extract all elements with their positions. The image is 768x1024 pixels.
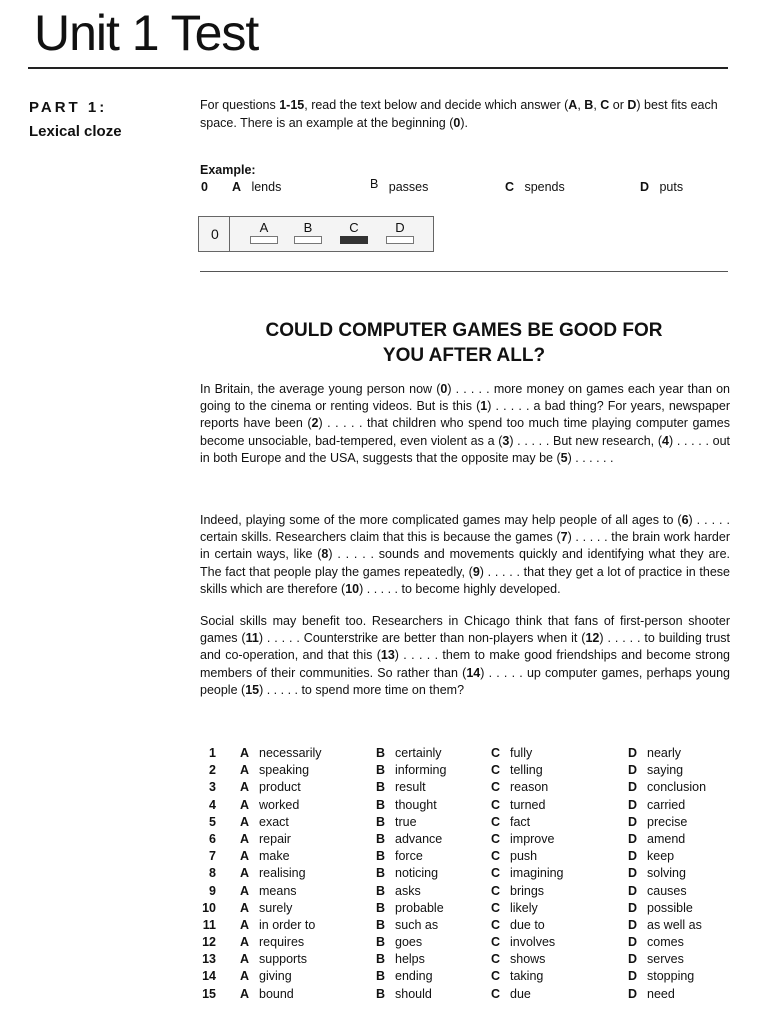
option-letter-a: A xyxy=(240,866,250,881)
option-letter-d: D xyxy=(628,797,638,812)
question-number: 1 xyxy=(209,746,216,760)
question-row xyxy=(200,763,730,780)
option-a[interactable]: supports xyxy=(259,952,307,967)
option-letter-b: B xyxy=(376,797,386,812)
option-letter-c: C xyxy=(491,780,501,795)
option-b[interactable]: thought xyxy=(395,797,437,812)
option-letter-d: D xyxy=(628,917,638,932)
option-c[interactable]: shows xyxy=(510,952,546,967)
option-letter-d: D xyxy=(628,746,638,760)
question-number: 12 xyxy=(202,935,216,950)
option-letter-c: C xyxy=(491,986,501,1001)
option-letter-c: C xyxy=(491,831,501,846)
option-b[interactable]: true xyxy=(395,814,417,829)
option-b[interactable]: ending xyxy=(395,969,433,984)
option-c[interactable]: due to xyxy=(510,917,545,932)
option-letter-c: C xyxy=(491,814,501,829)
answer-option-c[interactable]: C xyxy=(339,220,369,244)
option-letter-a: A xyxy=(240,746,250,760)
question-row xyxy=(200,866,730,883)
option-b[interactable]: informing xyxy=(395,763,447,778)
option-b[interactable]: such as xyxy=(395,917,439,932)
question-row xyxy=(200,849,730,866)
answer-option-b[interactable]: B xyxy=(293,220,323,244)
answer-option-a[interactable]: A xyxy=(249,220,279,244)
option-letter-c: C xyxy=(491,935,501,950)
option-letter-a: A xyxy=(240,969,250,984)
option-d[interactable]: need xyxy=(647,986,675,1001)
option-a[interactable]: make xyxy=(259,849,290,864)
option-d[interactable]: comes xyxy=(647,935,684,950)
option-letter-c: C xyxy=(491,969,501,984)
option-letter-d: D xyxy=(628,763,638,778)
question-row xyxy=(200,746,730,763)
option-letter-b: B xyxy=(376,917,386,932)
part-heading xyxy=(29,96,122,144)
question-row xyxy=(200,987,730,1004)
section-divider xyxy=(200,271,728,272)
option-a[interactable]: surely xyxy=(259,900,293,915)
option-letter-b: B xyxy=(376,814,386,829)
option-a[interactable]: repair xyxy=(259,831,291,846)
option-letter-c: C xyxy=(491,797,501,812)
question-number: 14 xyxy=(202,969,216,984)
example-option-b: B passes xyxy=(370,177,429,194)
option-letter-a: A xyxy=(240,917,250,932)
article-paragraph-2: Indeed, playing some of the more complicated games may help people of all ages to (6) . . . . . certain skills. Researchers claim that this is because the games (7) . . . . . the brain work harder in certain ways, like (8) . . . . . sounds and movements quickly and identifying what they are. The fact that people play the games repeatedly, (9) . . . . . that they get a lot of practice in these skills which are therefore (10) . . . . . to become highly developed. xyxy=(200,513,731,596)
option-letter-b: B xyxy=(376,763,386,778)
option-d[interactable]: possible xyxy=(647,900,693,915)
option-b[interactable]: should xyxy=(395,986,432,1001)
option-letter-a: A xyxy=(240,883,250,898)
option-letter-c: C xyxy=(491,883,501,898)
option-letter-a: A xyxy=(240,849,250,864)
option-letter-b: B xyxy=(376,986,386,1001)
option-a[interactable]: requires xyxy=(259,935,305,950)
option-d[interactable]: precise xyxy=(647,814,688,829)
option-letter-b: B xyxy=(376,952,386,967)
option-c[interactable]: reason xyxy=(510,780,549,795)
option-letter-c: C xyxy=(491,917,501,932)
option-a[interactable]: giving xyxy=(259,969,292,984)
option-letter-d: D xyxy=(628,969,638,984)
option-letter-a: A xyxy=(240,900,250,915)
option-a[interactable]: necessarily xyxy=(259,746,322,760)
option-letter-c: C xyxy=(491,952,501,967)
option-d[interactable]: conclusion xyxy=(647,780,707,795)
question-number: 7 xyxy=(209,849,216,864)
option-d[interactable]: carried xyxy=(647,797,686,812)
option-letter-b: B xyxy=(376,746,386,760)
question-row xyxy=(200,884,730,901)
article-paragraph-1: In Britain, the average young person now (0) . . . . . more money on games each year than on going to the cinema or renting videos. But is this (1) . . . . . a bad thing? For years, newspaper reports have been (2) . . . . . that children who spend too much time playing computer games become unsociable, bad-tempered, even violent as a (3) . . . . . But new research, (4) . . . . . out in both Europe and the USA, suggests that the opposite may be (5) . . . . . . xyxy=(200,382,731,465)
option-c[interactable]: brings xyxy=(510,883,545,898)
answer-bubble-a[interactable] xyxy=(250,236,278,244)
answer-box-divider xyxy=(229,217,230,251)
option-b[interactable]: certainly xyxy=(395,746,442,760)
question-number: 4 xyxy=(209,797,216,812)
option-b[interactable]: probable xyxy=(395,900,444,915)
option-letter-a: A xyxy=(240,780,250,795)
question-number: 13 xyxy=(202,952,216,967)
option-c[interactable]: taking xyxy=(510,969,544,984)
example-option-a: A lends xyxy=(232,180,282,194)
question-number: 8 xyxy=(209,866,216,881)
option-letter-d: D xyxy=(628,900,638,915)
option-letter-b: B xyxy=(376,969,386,984)
option-a[interactable]: bound xyxy=(259,986,294,1001)
option-c[interactable]: likely xyxy=(510,900,538,915)
option-letter-d: D xyxy=(628,935,638,950)
question-row xyxy=(200,798,730,815)
option-letter-b: B xyxy=(376,883,386,898)
option-c[interactable]: turned xyxy=(510,797,546,812)
option-letter-a: A xyxy=(240,952,250,967)
option-b[interactable]: asks xyxy=(395,883,421,898)
answer-bubble-d[interactable] xyxy=(386,236,414,244)
option-d[interactable]: as well as xyxy=(647,917,702,932)
option-d[interactable]: saying xyxy=(647,763,684,778)
question-number: 6 xyxy=(209,831,216,846)
option-letter-b: B xyxy=(376,900,386,915)
question-number: 10 xyxy=(202,900,216,915)
option-letter-c: C xyxy=(491,900,501,915)
example-number: 0 xyxy=(201,180,208,194)
option-letter-d: D xyxy=(628,831,638,846)
part-name: Lexical cloze xyxy=(29,123,122,140)
answer-option-d[interactable]: D xyxy=(385,220,415,244)
answer-bubble-b[interactable] xyxy=(294,236,322,244)
option-b[interactable]: noticing xyxy=(395,866,439,881)
option-letter-c: C xyxy=(491,849,501,864)
question-row xyxy=(200,815,730,832)
example-option-d: D puts xyxy=(640,180,684,194)
answer-box-number: 0 xyxy=(211,226,219,242)
option-a[interactable]: in order to xyxy=(259,917,316,932)
title-divider xyxy=(28,67,728,69)
option-d[interactable]: solving xyxy=(647,866,686,881)
option-c[interactable]: imagining xyxy=(510,866,564,881)
part-label: PART 1: xyxy=(29,99,108,116)
question-number: 2 xyxy=(209,763,216,778)
example-heading: Example: xyxy=(200,163,256,177)
question-number: 3 xyxy=(209,780,216,795)
example-option-c: C spends xyxy=(505,180,565,194)
option-letter-d: D xyxy=(628,883,638,898)
question-number: 5 xyxy=(209,814,216,829)
article-headline: COULD COMPUTER GAMES BE GOOD FOR YOU AFTER ALL? xyxy=(265,320,663,366)
option-d[interactable]: causes xyxy=(647,883,687,898)
option-letter-c: C xyxy=(491,763,501,778)
option-c[interactable]: push xyxy=(510,849,538,864)
option-c[interactable]: improve xyxy=(510,831,555,846)
question-row xyxy=(200,952,730,969)
option-c[interactable]: involves xyxy=(510,935,556,950)
question-row xyxy=(200,935,730,952)
option-a[interactable]: exact xyxy=(259,814,289,829)
option-letter-d: D xyxy=(628,986,638,1001)
option-c[interactable]: telling xyxy=(510,763,543,778)
option-letter-a: A xyxy=(240,814,250,829)
answer-bubble-c-selected[interactable] xyxy=(340,236,368,244)
option-letter-b: B xyxy=(376,935,386,950)
option-b[interactable]: advance xyxy=(395,831,443,846)
option-letter-d: D xyxy=(628,849,638,864)
question-number: 9 xyxy=(209,883,216,898)
instructions: For questions 1-15, read the text below and decide which answer (A, B, C or D) best fits each space. There is an example at the beginning (0). xyxy=(200,98,718,130)
option-letter-a: A xyxy=(240,763,250,778)
question-options-list xyxy=(200,746,730,1004)
article-paragraph-3: Social skills may benefit too. Researchers in Chicago think that fans of first-person shooter games (11) . . . . . Counterstrike are better than non-players when it (12) . . . . . to building trust and co-operation, and that this (13) . . . . . them to make good friendships and become strong members of their communities. So rather than (14) . . . . . up computer games, perhaps young people (15) . . . . . to spend more time on them? xyxy=(200,614,731,697)
option-d[interactable]: keep xyxy=(647,849,675,864)
question-number: 11 xyxy=(202,917,216,932)
option-b[interactable]: result xyxy=(395,780,426,795)
option-a[interactable]: worked xyxy=(259,797,300,812)
option-d[interactable]: stopping xyxy=(647,969,695,984)
option-a[interactable]: means xyxy=(259,883,297,898)
question-row xyxy=(200,969,730,986)
option-letter-c: C xyxy=(491,866,501,881)
option-letter-b: B xyxy=(376,780,386,795)
question-number: 15 xyxy=(202,986,216,1001)
option-letter-b: B xyxy=(376,831,386,846)
option-letter-a: A xyxy=(240,797,250,812)
option-a[interactable]: speaking xyxy=(259,763,310,778)
option-letter-a: A xyxy=(240,831,250,846)
question-row xyxy=(200,780,730,797)
option-c[interactable]: fully xyxy=(510,746,533,760)
example-answer-box xyxy=(198,216,434,252)
option-b[interactable]: goes xyxy=(395,935,423,950)
option-letter-d: D xyxy=(628,780,638,795)
option-letter-b: B xyxy=(376,866,386,881)
option-letter-a: A xyxy=(240,986,250,1001)
option-d[interactable]: amend xyxy=(647,831,686,846)
option-letter-b: B xyxy=(376,849,386,864)
question-row xyxy=(200,832,730,849)
option-d[interactable]: serves xyxy=(647,952,684,967)
option-b[interactable]: force xyxy=(395,849,423,864)
question-row xyxy=(200,901,730,918)
option-c[interactable]: due xyxy=(510,986,531,1001)
option-letter-d: D xyxy=(628,814,638,829)
option-letter-d: D xyxy=(628,866,638,881)
option-a[interactable]: product xyxy=(259,780,301,795)
option-letter-a: A xyxy=(240,935,250,950)
question-row xyxy=(200,918,730,935)
option-b[interactable]: helps xyxy=(395,952,425,967)
option-letter-d: D xyxy=(628,952,638,967)
option-c[interactable]: fact xyxy=(510,814,531,829)
option-d[interactable]: nearly xyxy=(647,746,682,760)
page-title: Unit 1 Test xyxy=(34,5,259,61)
option-a[interactable]: realising xyxy=(259,866,306,881)
option-letter-c: C xyxy=(491,746,501,760)
